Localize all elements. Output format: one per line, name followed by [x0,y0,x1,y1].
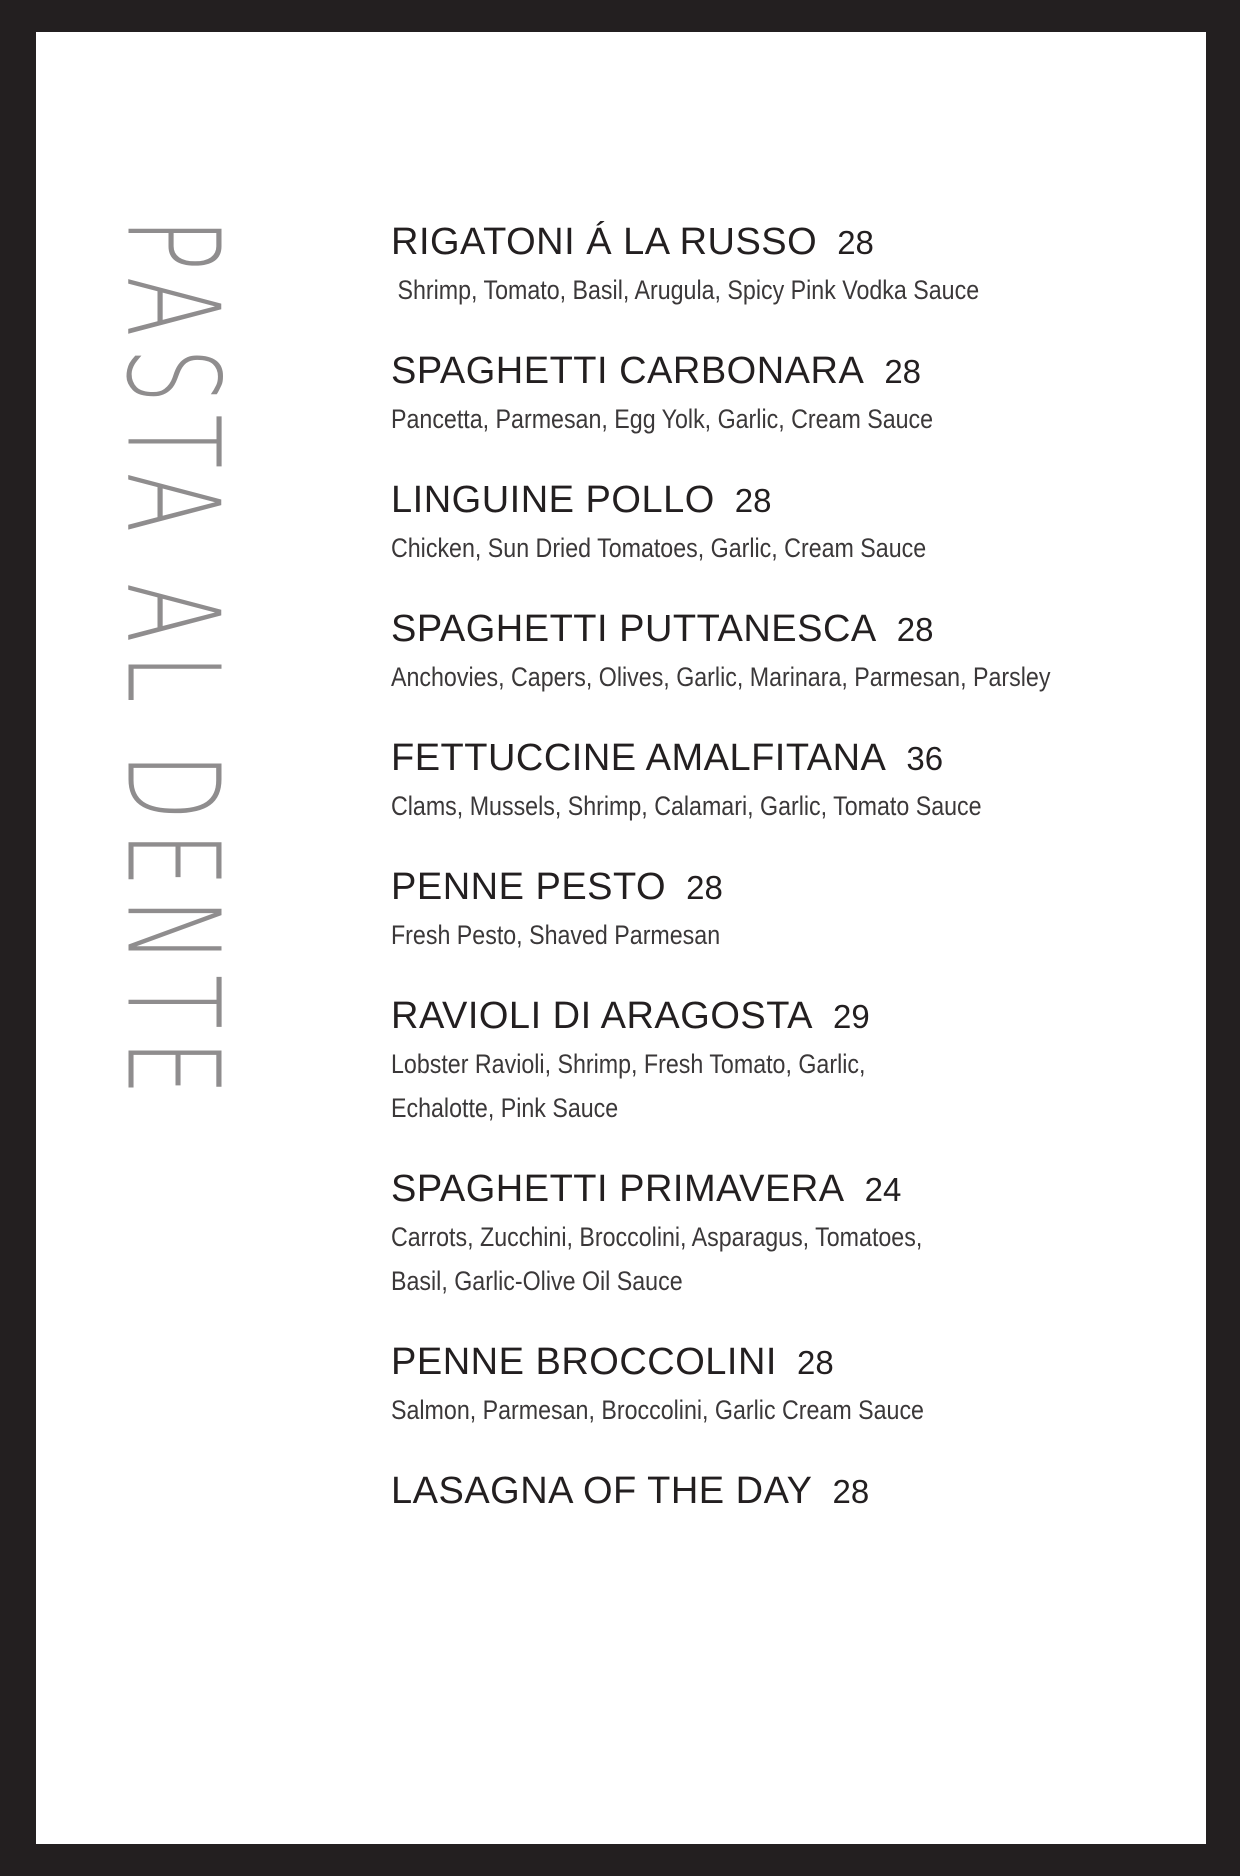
item-price: 28 [896,611,934,648]
menu-item [391,345,1151,441]
item-name: PENNE BROCCOLINI [391,1341,777,1383]
item-price: 29 [832,998,870,1035]
menu-item [391,732,1151,828]
item-name: LINGUINE POLLO [391,479,715,521]
item-description: Salmon, Parmesan, Broccolini, Garlic Cream Sauce [391,1395,924,1425]
menu-item [391,1163,1151,1303]
item-description: Fresh Pesto, Shaved Parmesan [391,920,721,950]
item-price: 28 [686,869,723,906]
item-name: RIGATONI Á LA RUSSO [391,221,818,263]
menu-item [391,216,1151,312]
item-description-line: Echalotte, Pink Sauce [391,1093,619,1123]
menu-item [391,861,1151,957]
menu-item [391,474,1151,570]
item-name: FETTUCCINE AMALFITANA [391,737,887,779]
item-description: Shrimp, Tomato, Basil, Arugula, Spicy Pink Vodka Sauce [391,275,980,305]
item-description-line: Lobster Ravioli, Shrimp, Fresh Tomato, Garlic, [391,1049,866,1079]
menu-item [391,1465,1151,1517]
menu-page [36,32,1206,1844]
item-name: PENNE PESTO [391,866,667,908]
item-name: LASAGNA OF THE DAY [391,1470,813,1512]
item-name: SPAGHETTI PRIMAVERA [391,1168,845,1210]
item-description: Chicken, Sun Dried Tomatoes, Garlic, Cream Sauce [391,533,927,563]
item-price: 24 [864,1171,902,1208]
menu-item [391,603,1151,699]
item-name: RAVIOLI DI ARAGOSTA [391,995,813,1037]
item-price: 28 [796,1344,834,1381]
item-name: SPAGHETTI CARBONARA [391,350,865,392]
item-description: Anchovies, Capers, Olives, Garlic, Marinara, Parmesan, Parsley [391,662,1051,692]
item-description: Clams, Mussels, Shrimp, Calamari, Garlic, Tomato Sauce [391,791,982,821]
menu-list [391,216,1151,1517]
item-price: 28 [884,353,922,390]
menu-item [391,1336,1151,1432]
item-name: SPAGHETTI PUTTANESCA [391,608,877,650]
section-title-vertical: PASTA AL DENTE [98,218,248,1107]
item-description-line: Carrots, Zucchini, Broccolini, Asparagus, Tomatoes, [391,1222,923,1252]
item-description: Pancetta, Parmesan, Egg Yolk, Garlic, Cream Sauce [391,404,934,434]
item-price: 28 [837,224,874,261]
item-price: 28 [734,482,772,519]
item-price: 36 [906,740,944,777]
item-description-line: Basil, Garlic-Olive Oil Sauce [391,1266,683,1296]
menu-item [391,990,1151,1130]
item-price: 28 [832,1473,870,1510]
